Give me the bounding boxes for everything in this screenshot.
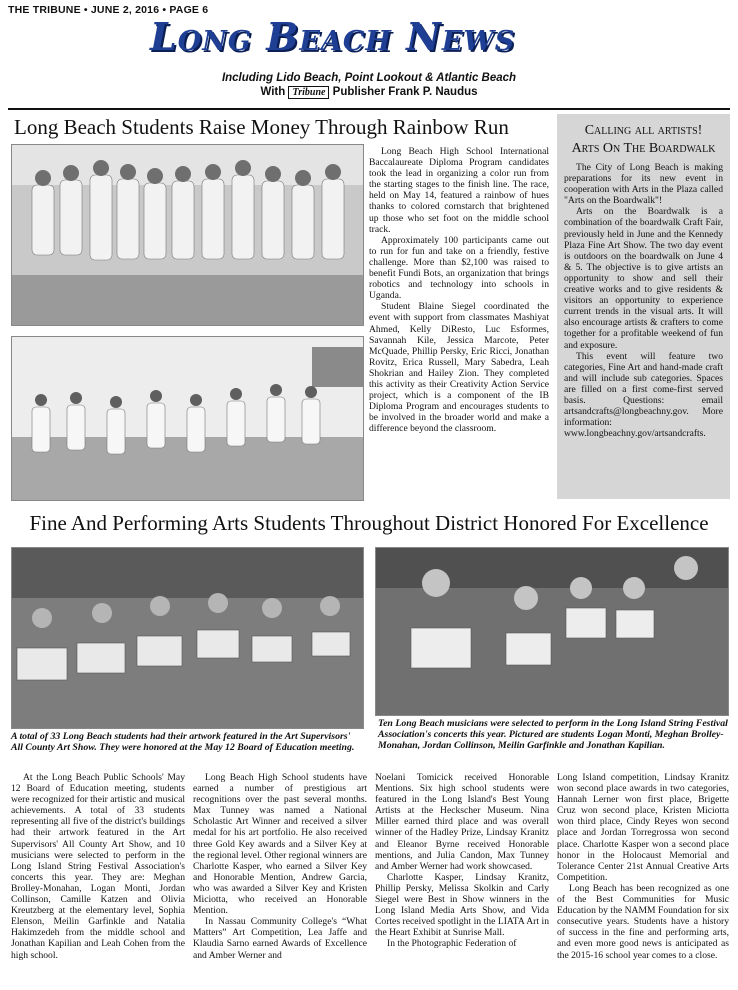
masthead-publisher [0, 86, 738, 98]
string-festival-musicians-photo [375, 547, 729, 716]
tribune-logo: Tribune [288, 86, 329, 99]
folio-line: THE TRIBUNE • JUNE 2, 2016 • PAGE 6 [8, 4, 209, 16]
masthead-tagline: Including Lido Beach, Point Lookout & Atlantic Beach [221, 72, 517, 84]
story2-paragraph: Long Beach High School students have earned a number of prestigious art recognitions over the past several months. Max Tunney was named a National Scholastic Art Winner and received a silver medal for his art portfolio. He also received three Gold Key awards and a Silver Key at the regional level. Other regional winners are Charlotte Kasper, who earned a Silver Key and Honorable Mention, Andrew Garcia, who was awarded a Silver Key and Kristen Miciotta, who received an Honorable Mention. [193, 772, 367, 917]
sidebar-heading-line1: Calling all artists! [584, 123, 703, 138]
art-show-caption: A total of 33 Long Beach students had their artwork featured in the Art Supervisors' All County Art Show. They were honored at the May 12 Board of Education meeting. [11, 731, 355, 753]
sidebar-paragraph: This event will feature two categories, Fine Art and hand-made craft and will include sub categories. Spaces are filled on a first come-first served basis. Questions: email artsandcrafts@longbeachny.gov. More information: www.longbeachny.gov/artsandcrafts. [564, 350, 723, 440]
string-festival-caption: Ten Long Beach musicians were selected to perform in the Long Island String Festival Association's concerts this year. Pictured are students Logan Monti, Meghan Brolley-Monahan, Jordan Collinson, Meilin Garfinkle and Jonathan Kapilian. [378, 718, 728, 751]
sidebar-heading-line2: Arts On The Boardwalk [571, 141, 716, 156]
story2-column-4 [557, 772, 729, 961]
story2-column-3 [375, 772, 549, 950]
publisher-name: Publisher Frank P. Naudus [332, 86, 478, 98]
story1-paragraph: Approximately 100 participants came out to run for fun and take on a friendly, festive challenge. More than $2,100 was raised to benefit Fundi Bots, an organization that brings robotics and technology into schools in Uganda. [369, 234, 549, 302]
story2-paragraph: In Nassau Community College's “What Matters” Art Competition, Lea Jaffe and Klaudia Sarno earned Awards of Excellence and Amber Werner and [193, 916, 367, 961]
story1-paragraph: Long Beach High School International Baccalaureate Diploma Program candidates took the lead in organizing a color run from the starting stages to the finish line. The race, held on May 14, featured a rainbow of hues thanks to colored cornstarch that brightened up those who set foot on the middle school track. [369, 146, 549, 235]
story2-paragraph: Long Beach has been recognized as one of the Best Communities for Music Education by the NAMM Foundation for six consecutive years. Students have a history of success in the fine and performing arts, and even more good news is anticipated as the 2015-16 school year comes to a close. [557, 882, 729, 961]
story1-paragraph: Student Blaine Siegel coordinated the event with support from classmates Mashiyat Ahmed, Kelly DiResto, Luc Esformes, Savannah Kile, Jessica Marcote, Peter McQuade, Phillip Persky, Eric Ricci, Jonathan Rovitz, Erica Russell, Mary Sabedra, Leah Shokrian and Hailey Zion. They completed this activity as their Creativity Action Service project, which is a component of the IB Diploma Program and encourages students to be involved in the broader world and make a difference beyond the classroom. [369, 301, 549, 435]
story1-body [369, 146, 549, 434]
art-show-students-photo [11, 547, 364, 729]
rainbow-run-group-photo [11, 144, 364, 326]
story2-paragraph: In the Photographic Federation of [387, 938, 517, 950]
arts-boardwalk-sidebar [557, 114, 730, 499]
story2-paragraph: At the Long Beach Public Schools' May 12 Board of Education meeting, students were recognized for their artistic and musical achievements. A total of 33 students representing all five of the district's buildings had their artwork featured in the Art Supervisors' All County Art Show, and 10 musicians were selected to perform in the Long Island String Festival Association's concerts this year. They are: Meghan Brolley-Monahan, Logan Monti, Jordan Collinson, Camille Katzen and Olivia Kreutzberg at the elementary level, Sophia Elenson, Meilin Garfinkle and Natalia Hakimzedeh from the middle school and Jonathan Kapilian and Leah Cohen from the high school. [11, 772, 185, 961]
masthead-rule [8, 108, 730, 110]
story2-paragraph: Noelani Tomicick received Honorable Mentions. Six high school students were featured in the Long Island's Best Young Artists at the Heckscher Museum. Nina Miller earned third place and was overall winner of the Hadley Prize, Lindsay Kranitz and Eleanor Byrne received Honorable mentions, and Julia Candon, Max Tunney and Amber Werner had work showcased. [375, 772, 549, 872]
story2-column-1 [11, 772, 185, 961]
story1-headline: Long Beach Students Raise Money Through Rainbow Run [14, 115, 509, 139]
publisher-with: With [260, 86, 286, 98]
rainbow-run-jumping-photo [11, 336, 364, 501]
story2-paragraph: Long Island competition, Lindsay Kranitz won second place awards in two categories, Hannah Lerner won first place, Brigette Cruz won second place, Kristen Miciotta won third place, Cindy Reyes won second place and Jordan Torregrossa won second place. Charlotte Kasper won a second place honor in the Holocaust Memorial and Tolerance Center 21st Annual Creative Arts Competition. [557, 772, 729, 883]
sidebar-body [557, 158, 730, 439]
story2-paragraph: Charlotte Kasper, Lindsay Kranitz, Phillip Persky, Melissa Skolkin and Carly Siegel were Best in Show winners in the Long Island Media Arts Show, and Vida Cortes received spotlight in the LIATA Art in the Heart Exhibit at Sunrise Mall. [375, 871, 549, 939]
sidebar-paragraph: Arts on the Boardwalk is a combination of the boardwalk Craft Fair, previously held in June and the Kennedy Plaza Fine Art Show. The two day event is outdoors on the boardwalk on June 4 & 5. The objective is to give artists an opportunity to show and sell their creative works and to give residents & visitors an opportunity to experience current trends in the visual arts. It will also encourage artists & crafters to come together for a profitable weekend of fun and exposure. [564, 206, 723, 351]
sidebar-paragraph: The City of Long Beach is making preparations for its new event in cooperation with Arts in the Plaza called "Arts on the Boardwalk"! [564, 162, 723, 207]
sidebar-heading [557, 122, 730, 158]
story2-column-2 [193, 772, 367, 961]
masthead-title: Long Beach News [150, 14, 516, 59]
story2-headline: Fine And Performing Arts Students Throughout District Honored For Excellence [29, 511, 709, 535]
